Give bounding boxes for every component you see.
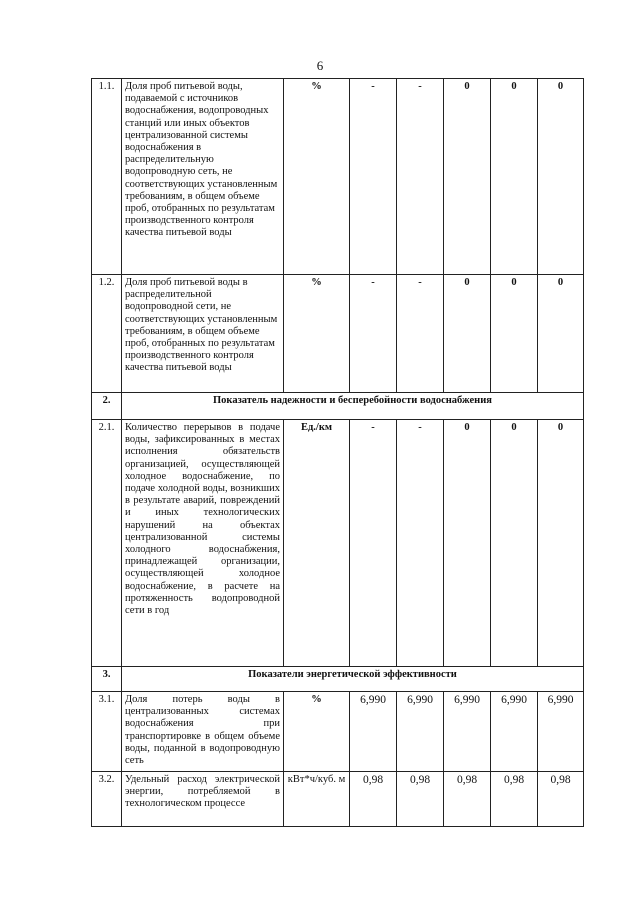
section-title: Показатели энергетической эффективности <box>122 667 584 692</box>
section-row <box>92 393 584 420</box>
indicator-description: Доля проб питьевой воды в распределительной водопроводной сети, не соответствующих установленным требованиям, в общем объеме проб, отобранных по результатам производственного контроля качества питьевой воды <box>122 275 284 393</box>
value-cell: 0 <box>491 420 538 667</box>
unit-cell: кВт*ч/куб. м <box>284 772 350 827</box>
page-number: 6 <box>316 58 324 73</box>
value-cell: - <box>397 79 444 275</box>
value-cell: 0,98 <box>444 772 491 827</box>
row-number: 3.1. <box>92 692 122 772</box>
unit-cell: % <box>284 692 350 772</box>
value-cell: 6,990 <box>444 692 491 772</box>
table-row <box>92 79 584 275</box>
value-cell: 0 <box>538 420 584 667</box>
value-cell: 0,98 <box>397 772 444 827</box>
value-cell: 0 <box>491 79 538 275</box>
value-cell: 0,98 <box>491 772 538 827</box>
table-row <box>92 275 584 393</box>
row-number: 1.2. <box>92 275 122 393</box>
row-number: 2.1. <box>92 420 122 667</box>
value-cell: 0 <box>538 79 584 275</box>
section-number: 2. <box>92 393 122 420</box>
value-cell: - <box>397 275 444 393</box>
unit-cell: % <box>284 79 350 275</box>
value-cell: 0 <box>444 275 491 393</box>
value-cell: - <box>397 420 444 667</box>
row-number: 3.2. <box>92 772 122 827</box>
table-row <box>92 772 584 827</box>
indicator-description: Доля потерь воды в централизованных системах водоснабжения при транспортировке в общем объеме воды, поданной в водопроводную сеть <box>122 692 284 772</box>
value-cell: 0,98 <box>350 772 397 827</box>
table-row <box>92 420 584 667</box>
value-cell: 0,98 <box>538 772 584 827</box>
value-cell: - <box>350 420 397 667</box>
indicator-description: Удельный расход электрической энергии, потребляемой в технологическом процессе <box>122 772 284 827</box>
row-number: 1.1. <box>92 79 122 275</box>
indicator-description: Количество перерывов в подаче воды, зафиксированных в местах исполнения обязательств организацией, осуществляющей холодное водоснабжение, по подаче холодной воды, возникших в результате аварий, повреждений и иных технологических нарушений на объектах централизованной системы холодного водоснабжения, принадлежащей организации, осуществляющей холодное водоснабжение, в расчете на протяженность водопроводной сети в год <box>122 420 284 667</box>
value-cell: 0 <box>444 79 491 275</box>
section-title: Показатель надежности и бесперебойности водоснабжения <box>122 393 584 420</box>
value-cell: 0 <box>444 420 491 667</box>
value-cell: 6,990 <box>491 692 538 772</box>
value-cell: - <box>350 79 397 275</box>
section-number: 3. <box>92 667 122 692</box>
unit-cell: % <box>284 275 350 393</box>
value-cell: 0 <box>538 275 584 393</box>
value-cell: 6,990 <box>538 692 584 772</box>
table-row <box>92 692 584 772</box>
value-cell: 6,990 <box>397 692 444 772</box>
value-cell: 6,990 <box>350 692 397 772</box>
unit-cell: Ед./км <box>284 420 350 667</box>
indicators-table <box>91 78 584 827</box>
value-cell: 0 <box>491 275 538 393</box>
value-cell: - <box>350 275 397 393</box>
section-row <box>92 667 584 692</box>
indicator-description: Доля проб питьевой воды, подаваемой с источников водоснабжения, водопроводных станций или иных объектов централизованной системы водоснабжения в распределительную водопроводную сеть, не соответствующих установленным требованиям, в общем объеме проб, отобранных по результатам производственного контроля качества питьевой воды <box>122 79 284 275</box>
